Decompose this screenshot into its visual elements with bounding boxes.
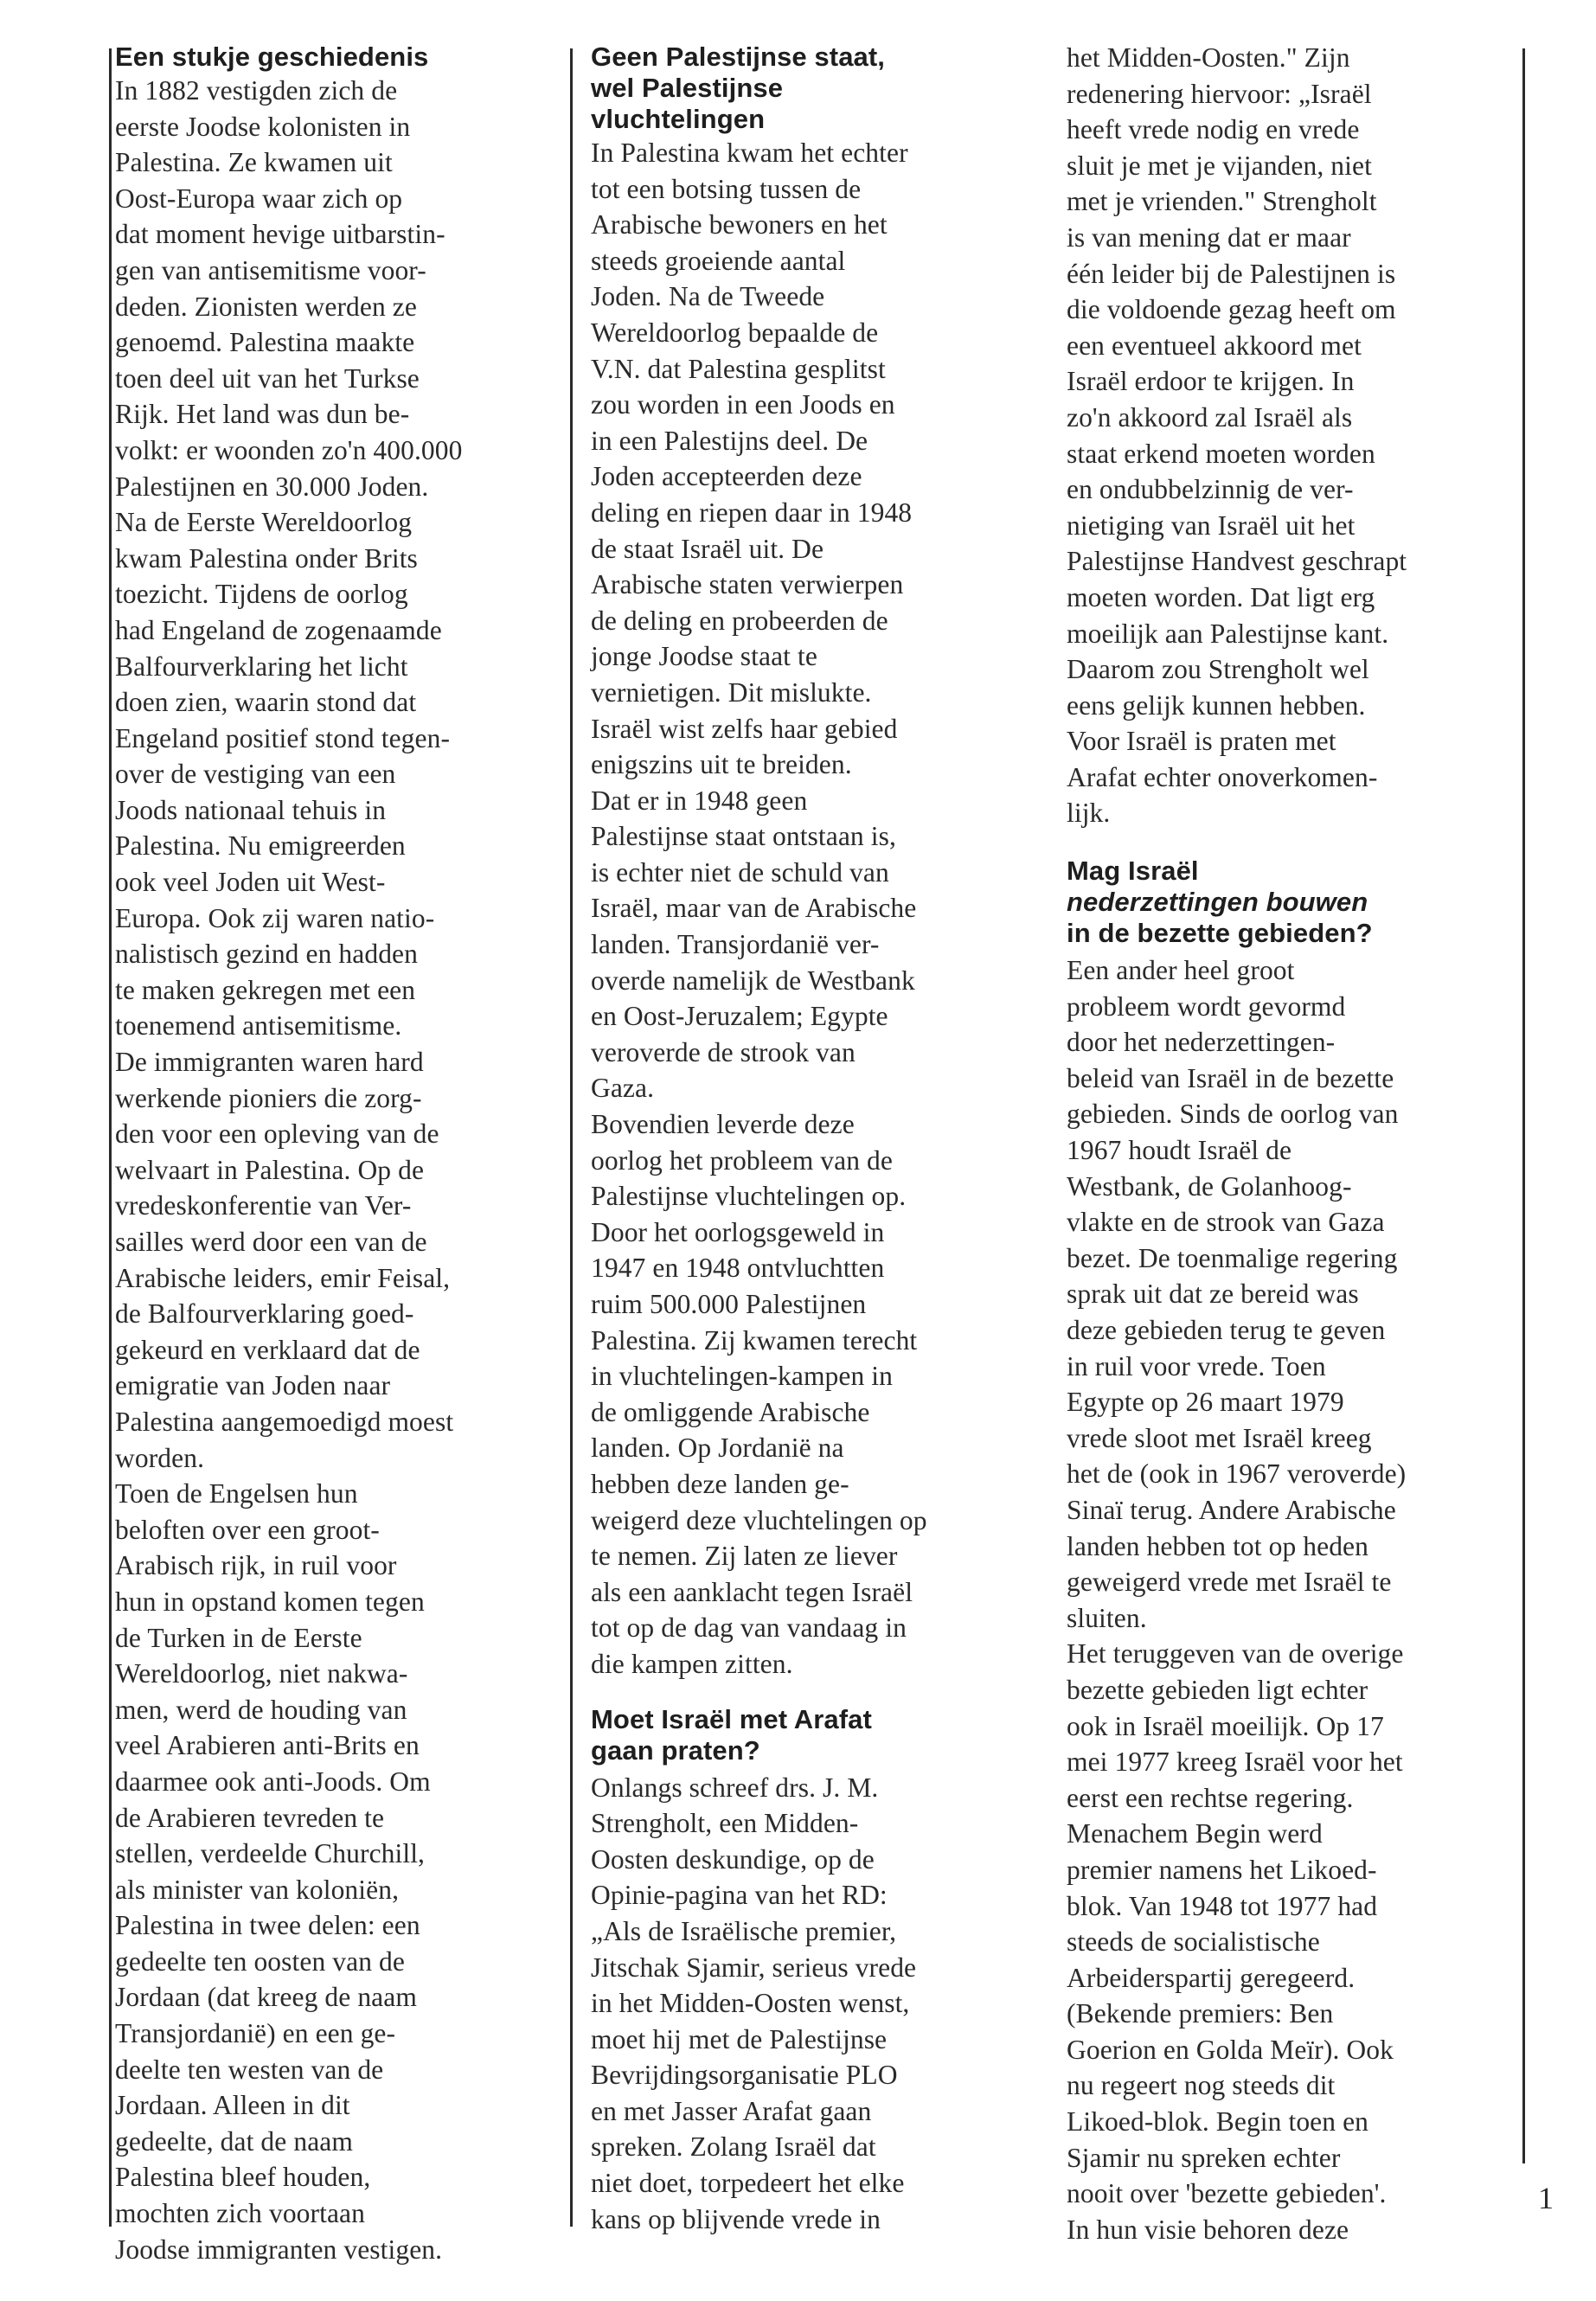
text-line: Bovendien leverde deze — [591, 1109, 855, 1140]
text-line: Menachem Begin werd — [1067, 1818, 1323, 1849]
text-line: Palestina. Zij kwamen terecht — [591, 1324, 918, 1356]
heading-moet-israel-met-arafat: Moet Israël met Arafat gaan praten? — [591, 1703, 872, 1766]
text-line: over de vestiging van een — [115, 759, 396, 790]
column-rule-middle — [570, 48, 573, 2227]
text-line: deden. Zionisten werden ze — [115, 291, 417, 322]
text-line: De immigranten waren hard — [115, 1047, 424, 1078]
text-line: Oost-Europa waar zich op — [115, 183, 403, 214]
text-line: gedeelte ten oosten van de — [115, 1945, 405, 1977]
text-line: landen hebben tot op heden — [1067, 1530, 1368, 1561]
text-line: en Oost-Jeruzalem; Egypte — [591, 1001, 888, 1032]
text-line: men, werd de houding van — [115, 1694, 407, 1725]
text-line: de deling en probeerden de — [591, 605, 888, 636]
text-line: steeds de socialistische — [1067, 1926, 1320, 1958]
text-line: sprak uit dat ze bereid was — [1067, 1279, 1359, 1310]
text-line: het Midden-Oosten." Zijn — [1067, 42, 1350, 73]
text-line: Onlangs schreef drs. J. M. — [591, 1772, 879, 1803]
text-line: als minister van koloniën, — [115, 1874, 400, 1905]
text-line: te maken gekregen met een — [115, 974, 416, 1005]
column-2-text-a — [591, 135, 1041, 1682]
text-line: Israël, maar van de Arabische — [591, 893, 917, 924]
text-line: landen. Transjordanië ver- — [591, 929, 880, 960]
text-line: Arafat echter onoverkomen- — [1067, 761, 1378, 792]
text-line: niet doet, torpedeert het elke — [591, 2168, 905, 2199]
text-line: In hun visie behoren deze — [1067, 2214, 1349, 2245]
text-line: is van mening dat er maar — [1067, 221, 1351, 253]
text-line: in een Palestijns deel. De — [591, 425, 869, 456]
text-line: en ondubbelzinnig de ver- — [1067, 474, 1354, 505]
text-line: blok. Van 1948 tot 1977 had — [1067, 1890, 1378, 1921]
text-line: die kampen zitten. — [591, 1648, 793, 1679]
text-line: bezette gebieden ligt echter — [1067, 1674, 1368, 1705]
text-line: Gaza. — [591, 1073, 655, 1104]
text-line: te nemen. Zij laten ze liever — [591, 1541, 898, 1572]
text-line: deling en riepen daar in 1948 — [591, 497, 913, 528]
text-line: gedeelte, dat de naam — [115, 2125, 353, 2157]
text-line: In 1882 vestigden zich de — [115, 75, 398, 106]
text-line: kans op blijvende vrede in — [591, 2203, 881, 2234]
text-line: stellen, verdeelde Churchill, — [115, 1838, 426, 1869]
text-line: kwam Palestina onder Brits — [115, 542, 418, 574]
text-line: Palestijnse staat ontstaan is, — [591, 821, 896, 852]
text-line: Palestina. Ze kwamen uit — [115, 147, 393, 178]
text-line: de Balfourverklaring goed- — [115, 1298, 414, 1330]
text-line: doen zien, waarin stond dat — [115, 687, 417, 718]
text-line: hun in opstand komen tegen — [115, 1586, 425, 1617]
text-line: eerst een rechtse regering. — [1067, 1782, 1354, 1813]
text-line: beloften over een groot- — [115, 1514, 380, 1545]
text-line: beleid van Israël in de bezette — [1067, 1062, 1394, 1093]
text-line: tot een botsing tussen de — [591, 173, 862, 204]
text-line: eens gelijk kunnen hebben. — [1067, 689, 1366, 721]
text-line: 1967 houdt Israël de — [1067, 1135, 1292, 1166]
page-number: 1 — [1538, 2181, 1554, 2215]
text-line: dat moment hevige uitbarstin- — [115, 219, 445, 250]
text-line: Transjordanië) en een ge- — [115, 2018, 396, 2049]
text-line: Jordaan (dat kreeg de naam — [115, 1982, 417, 2013]
text-line: Palestijnse Handvest geschrapt — [1067, 546, 1407, 577]
text-line: nalistisch gezind en hadden — [115, 939, 418, 970]
text-line: Westbank, de Golanhoog- — [1067, 1170, 1352, 1202]
text-line: Engeland positief stond tegen- — [115, 722, 451, 753]
text-line: mochten zich voortaan — [115, 2198, 365, 2229]
text-line: Dat er in 1948 geen — [591, 785, 808, 816]
text-line: zo'n akkoord zal Israël als — [1067, 401, 1353, 433]
column-rule-left — [109, 48, 112, 2227]
text-line: Palestina aangemoedigd moest — [115, 1406, 454, 1437]
text-line: Rijk. Het land was dun be- — [115, 399, 410, 430]
text-line: weigerd deze vluchtelingen op — [591, 1504, 927, 1535]
column-1-text — [115, 73, 565, 2267]
text-line: lijk. — [1067, 798, 1111, 829]
text-line: Sjamir nu spreken echter — [1067, 2142, 1341, 2173]
text-line: Sinaï terug. Andere Arabische — [1067, 1494, 1396, 1525]
text-line: 1947 en 1948 ontvluchtten — [591, 1253, 885, 1284]
text-line: Toen de Engelsen hun — [115, 1478, 358, 1509]
text-line: spreken. Zolang Israël dat — [591, 2131, 876, 2163]
column-3-text-b — [1067, 952, 1521, 2247]
text-line: deelte ten westen van de — [115, 2054, 384, 2085]
text-line: veroverde de strook van — [591, 1036, 856, 1067]
text-line: (Bekende premiers: Ben — [1067, 1998, 1334, 2029]
text-line: Goerion en Golda Meïr). Ook — [1067, 2034, 1394, 2065]
text-line: Likoed-blok. Begin toen en — [1067, 2106, 1369, 2138]
text-line: volkt: er woonden zo'n 400.000 — [115, 434, 463, 465]
text-line: Israël erdoor te krijgen. In — [1067, 366, 1355, 397]
text-line: in ruil voor vrede. Toen — [1067, 1350, 1326, 1381]
text-line: Door het oorlogsgeweld in — [591, 1216, 885, 1247]
text-line: overde namelijk de Westbank — [591, 965, 915, 996]
text-line: nooit over 'bezette gebieden'. — [1067, 2178, 1387, 2209]
text-line: vredeskonferentie van Ver- — [115, 1190, 412, 1221]
text-line: moet hij met de Palestijnse — [591, 2023, 888, 2054]
text-line: Jitschak Sjamir, serieus vrede — [591, 1952, 917, 1983]
text-line: moeten worden. Dat ligt erg — [1067, 581, 1375, 612]
text-line: vlakte en de strook van Gaza — [1067, 1207, 1385, 1238]
text-line: Opinie-pagina van het RD: — [591, 1880, 888, 1911]
text-line: nu regeert nog steeds dit — [1067, 2070, 1336, 2101]
text-line: Balfourverklaring het licht — [115, 651, 408, 682]
text-line: Wereldoorlog, niet nakwa- — [115, 1658, 408, 1689]
text-line: staat erkend moeten worden — [1067, 438, 1375, 469]
column-2 — [591, 42, 1041, 2237]
text-line: ruim 500.000 Palestijnen — [591, 1289, 867, 1319]
text-line: tot op de dag van vandaag in — [591, 1612, 907, 1644]
text-line: is echter niet de schuld van — [591, 856, 889, 888]
text-line: Bevrijdingsorganisatie PLO — [591, 2060, 898, 2091]
text-line: heeft vrede nodig en vrede — [1067, 114, 1360, 145]
text-line: Een ander heel groot — [1067, 955, 1295, 986]
text-line: Wereldoorlog bepaalde de — [591, 317, 879, 348]
heading-mag-israel-nederzettingen: Mag Israël nederzettingen bouwen in de bezette gebieden? — [1067, 856, 1373, 949]
text-line: de Arabieren tevreden te — [115, 1802, 385, 1833]
column-3 — [1067, 40, 1521, 2247]
text-line: nietiging van Israël uit het — [1067, 510, 1356, 541]
text-line: landen. Op Jordanië na — [591, 1433, 844, 1464]
text-line: bezet. De toenmalige regering — [1067, 1242, 1398, 1273]
text-line: sailles werd door een van de — [115, 1227, 427, 1257]
text-line: sluiten. — [1067, 1602, 1147, 1633]
text-line: hebben deze landen ge- — [591, 1468, 849, 1499]
text-line: toezicht. Tijdens de oorlog — [115, 579, 408, 610]
text-line: Na de Eerste Wereldoorlog — [115, 507, 413, 538]
text-line: ook in Israël moeilijk. Op 17 — [1067, 1710, 1384, 1741]
text-line: den voor een opleving van de — [115, 1118, 439, 1150]
heading-een-stukje-geschiedenis: Een stukje geschiedenis — [115, 42, 429, 72]
text-line: de omliggende Arabische — [591, 1396, 870, 1427]
text-line: emigratie van Joden naar — [115, 1370, 391, 1401]
text-line: Palestijnen en 30.000 Joden. — [115, 471, 429, 502]
text-line: had Engeland de zogenaamde — [115, 614, 442, 645]
text-line: daarmee ook anti-Joods. Om — [115, 1766, 431, 1797]
text-line: Jordaan. Alleen in dit — [115, 2090, 350, 2121]
text-line: Joden. Na de Tweede — [591, 281, 825, 312]
text-line: „Als de Israëlische premier, — [591, 1915, 897, 1946]
text-line: Palestijnse vluchtelingen op. — [591, 1181, 907, 1212]
text-line: veel Arabieren anti-Brits en — [115, 1730, 420, 1761]
text-line: het de (ook in 1967 veroverde) — [1067, 1458, 1407, 1490]
column-1 — [115, 42, 565, 2267]
text-line: Arabische leiders, emir Feisal, — [115, 1262, 451, 1293]
text-line: V.N. dat Palestina gesplitst — [591, 353, 886, 384]
text-line: genoemd. Palestina maakte — [115, 327, 415, 358]
text-line: Palestina in twee delen: een — [115, 1910, 420, 1941]
text-line: de Turken in de Eerste — [115, 1622, 362, 1653]
text-line: jonge Joodse staat te — [591, 641, 817, 672]
text-line: mei 1977 kreeg Israël voor het — [1067, 1747, 1403, 1778]
text-line: Europa. Ook zij waren natio- — [115, 902, 435, 933]
text-line: Arabische bewoners en het — [591, 209, 888, 240]
text-line: vernietigen. Dit mislukte. — [591, 676, 872, 708]
text-line: gekeurd en verklaard dat de — [115, 1334, 420, 1365]
column-3-text-a — [1067, 40, 1521, 831]
text-line: welvaart in Palestina. Op de — [115, 1154, 425, 1185]
column-rule-right — [1522, 48, 1525, 2163]
text-line: door het nederzettingen- — [1067, 1027, 1336, 1058]
text-line: die voldoende gezag heeft om — [1067, 294, 1396, 325]
text-line: Voor Israël is praten met — [1067, 726, 1336, 757]
text-line: in het Midden-Oosten wenst, — [591, 1988, 910, 2019]
text-line: en met Jasser Arafat gaan — [591, 2095, 872, 2126]
text-line: Arabische staten verwierpen — [591, 569, 904, 600]
text-line: Daarom zou Strengholt wel — [1067, 654, 1369, 685]
text-line: sluit je met je vijanden, niet — [1067, 150, 1372, 181]
text-line: één leider bij de Palestijnen is — [1067, 258, 1396, 289]
text-line: Palestina bleef houden, — [115, 2162, 371, 2193]
text-line: premier namens het Likoed- — [1067, 1854, 1377, 1885]
column-2-text-b — [591, 1770, 1041, 2238]
text-line: Strengholt, een Midden- — [591, 1808, 859, 1839]
text-line: Palestina. Nu emigreerden — [115, 830, 406, 862]
text-line: redenering hiervoor: „Israël — [1067, 78, 1372, 109]
text-line: Joods nationaal tehuis in — [115, 794, 387, 825]
text-line: als een aanklacht tegen Israël — [591, 1576, 913, 1607]
text-line: enigszins uit te breiden. — [591, 749, 852, 780]
text-line: probleem wordt gevormd — [1067, 990, 1346, 1022]
heading-geen-palestijnse-staat: Geen Palestijnse staat, wel Palestijnse vluchtelingen — [591, 42, 886, 134]
text-line: werkende pioniers die zorg- — [115, 1082, 422, 1113]
text-line: gen van antisemitisme voor- — [115, 254, 426, 285]
text-line: Arabisch rijk, in ruil voor — [115, 1550, 397, 1581]
text-line: steeds groeiende aantal — [591, 245, 846, 276]
text-line: toenemend antisemitisme. — [115, 1010, 402, 1042]
text-line: Oosten deskundige, op de — [591, 1843, 875, 1875]
text-line: zou worden in een Joods en — [591, 389, 895, 420]
text-line: Arbeiderspartij geregeerd. — [1067, 1962, 1356, 1993]
text-line: Egypte op 26 maart 1979 — [1067, 1387, 1344, 1418]
text-line: in vluchtelingen-kampen in — [591, 1361, 894, 1392]
text-line: geweigerd vrede met Israël te — [1067, 1567, 1392, 1598]
text-line: moeilijk aan Palestijnse kant. — [1067, 618, 1389, 649]
text-line: worden. — [115, 1442, 205, 1473]
text-line: vrede sloot met Israël kreeg — [1067, 1422, 1372, 1453]
text-line: met je vrienden." Strengholt — [1067, 186, 1377, 217]
text-line: Joden accepteerden deze — [591, 461, 862, 492]
text-line: In Palestina kwam het echter — [591, 138, 908, 168]
text-line: ook veel Joden uit West- — [115, 867, 386, 898]
text-line: deze gebieden terug te geven — [1067, 1315, 1386, 1345]
text-line: gebieden. Sinds de oorlog van — [1067, 1099, 1399, 1130]
text-line: Israël wist zelfs haar gebied — [591, 713, 898, 744]
text-line: de staat Israël uit. De — [591, 533, 824, 564]
text-line: een eventueel akkoord met — [1067, 330, 1362, 361]
text-line: eerste Joodse kolonisten in — [115, 111, 411, 142]
text-line: Het teruggeven van de overige — [1067, 1638, 1404, 1670]
text-line: toen deel uit van het Turkse — [115, 362, 420, 394]
text-line: Joodse immigranten vestigen. — [115, 2234, 443, 2265]
text-line: oorlog het probleem van de — [591, 1144, 893, 1176]
